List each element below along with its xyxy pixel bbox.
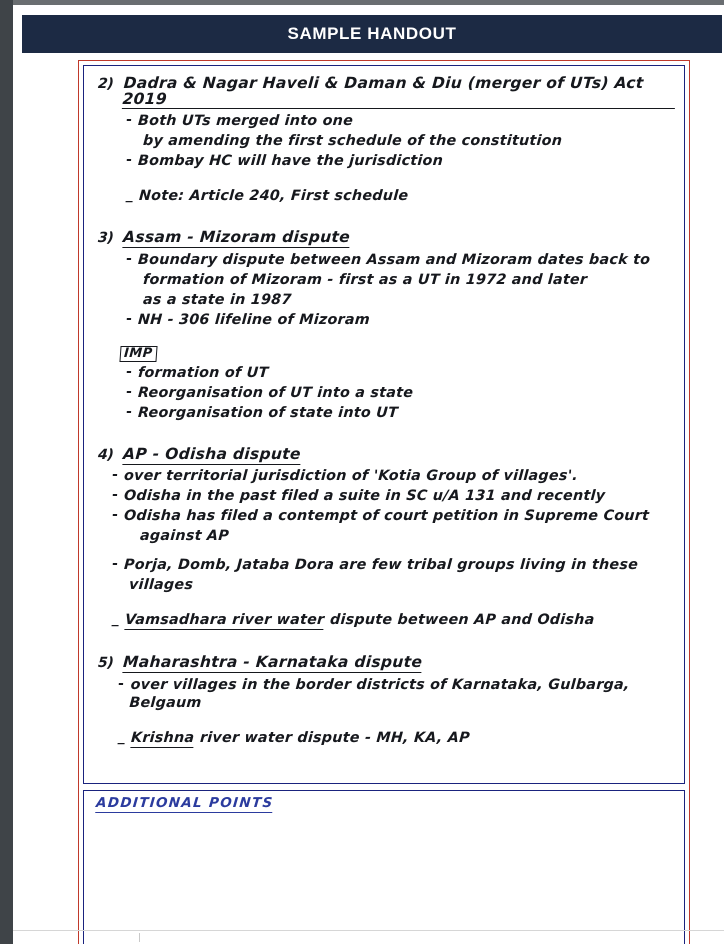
list-item <box>112 467 676 485</box>
list-item <box>143 132 676 150</box>
bullet-text: Odisha in the past filed a suite in SC u/A 131 and recently <box>123 488 606 504</box>
section-3 <box>98 230 676 422</box>
section-2-number: 2) <box>97 76 115 92</box>
spacer <box>98 331 676 346</box>
section-2 <box>98 76 676 205</box>
imp-callout <box>120 346 676 362</box>
header-banner <box>22 15 722 53</box>
section-4-bullets <box>112 467 676 630</box>
bullet-text: formation of Mizoram - first as a UT in 1972 and later <box>142 271 588 288</box>
list-item <box>126 112 676 130</box>
section-5 <box>98 655 676 748</box>
handwritten-notes <box>98 76 676 754</box>
bullet-dash: - <box>125 152 133 168</box>
list-item <box>126 384 676 402</box>
section-5-title: Maharashtra - Karnataka dispute <box>122 653 423 671</box>
spacer <box>126 172 676 187</box>
section-4-title: AP - Odisha dispute <box>122 444 301 463</box>
bullet-text: over villages in the border districts of Karnataka, Gulbarga, Belgaum <box>128 676 630 711</box>
list-item <box>112 507 676 525</box>
bullet-dash: - <box>111 487 119 503</box>
spacer <box>112 547 676 556</box>
section-3-heading <box>98 230 676 248</box>
window-left-chrome <box>0 0 13 944</box>
list-item <box>112 556 676 574</box>
spacer <box>98 428 676 447</box>
imp-badge: IMP <box>119 346 157 362</box>
bullet-text: over territorial jurisdiction of 'Kotia Group of villages'. <box>123 468 579 484</box>
list-item <box>143 271 676 289</box>
bullet-text: Boundary dispute between Assam and Mizoram dates back to <box>137 251 651 268</box>
bullet-dash: - <box>111 467 119 483</box>
bullet-text: Odisha has filed a contempt of court petition in Supreme Court <box>123 508 650 524</box>
bullet-text: by amending the first schedule of the constitution <box>142 133 563 149</box>
section-5-number: 5) <box>97 655 115 671</box>
bullet-dash: - <box>111 556 119 572</box>
bullet-dash: - <box>125 383 133 400</box>
list-item <box>112 487 676 505</box>
bullet-text: Porja, Domb, Jataba Dora are few tribal groups living in these <box>123 557 639 573</box>
bullet-text: Reorganisation of state into UT <box>137 404 399 421</box>
list-item <box>126 152 676 170</box>
bullet-dash: - <box>111 507 119 523</box>
bullet-dash: _ <box>111 611 120 627</box>
section-2-bullets <box>126 112 676 205</box>
list-item <box>126 251 676 269</box>
bullet-text: as a state in 1987 <box>142 291 293 308</box>
list-item <box>112 611 676 630</box>
bullet-text: against AP <box>139 528 230 544</box>
spacer <box>112 596 676 611</box>
list-item <box>118 729 676 748</box>
bullet-text-underlined: Vamsadhara river water <box>124 612 325 628</box>
bullet-dash: - <box>125 403 133 420</box>
bullet-text: Note: Article 240, First schedule <box>138 188 409 204</box>
section-2-title: Dadra & Nagar Haveli & Daman & Diu (merger of UTs) Act 2019 <box>121 76 677 109</box>
list-item <box>129 576 676 594</box>
section-5-heading <box>98 655 676 673</box>
bullet-dash: - <box>125 250 133 267</box>
section-3-number: 3) <box>97 230 115 246</box>
bottom-tickmark <box>139 933 140 942</box>
bullet-text: river water dispute - MH, KA, AP <box>199 729 471 746</box>
section-2-heading <box>98 76 676 109</box>
bullet-dash: - <box>125 310 133 327</box>
imp-callout-bullets <box>126 364 676 422</box>
section-3-bullets <box>126 251 676 329</box>
bullet-text: Both UTs merged into one <box>137 113 354 129</box>
page-title: SAMPLE HANDOUT <box>287 24 457 43</box>
bullet-text: dispute between AP and Odisha <box>329 612 596 628</box>
bullet-text-underlined: Krishna <box>130 729 195 746</box>
list-item <box>126 187 676 205</box>
section-4 <box>97 444 676 631</box>
bottom-hairline <box>13 930 724 931</box>
additional-points-heading: ADDITIONAL POINTS <box>95 795 275 811</box>
spacer <box>118 714 676 729</box>
bullet-dash: - <box>125 112 133 128</box>
window-top-chrome <box>13 0 724 5</box>
list-item <box>126 404 676 422</box>
bullet-text: NH - 306 lifeline of Mizoram <box>137 311 371 328</box>
section-4-number: 4) <box>97 446 115 463</box>
bullet-dash: - <box>125 363 133 380</box>
section-3-title: Assam - Mizoram dispute <box>122 228 351 246</box>
bullet-text: formation of UT <box>137 364 269 381</box>
list-item <box>126 364 676 382</box>
additional-points-box <box>83 790 685 944</box>
list-item <box>126 311 676 329</box>
bullet-text: Reorganisation of UT into a state <box>137 384 414 401</box>
list-item <box>140 527 676 545</box>
bullet-dash: - <box>117 675 125 692</box>
bullet-text: Bombay HC will have the jurisdiction <box>137 153 444 169</box>
list-item <box>118 676 676 712</box>
list-item <box>143 291 676 309</box>
section-4-heading <box>97 444 676 465</box>
bullet-dash: _ <box>125 187 134 203</box>
bullet-text: villages <box>128 577 194 593</box>
section-5-bullets <box>118 676 676 748</box>
bullet-dash: _ <box>117 728 126 745</box>
